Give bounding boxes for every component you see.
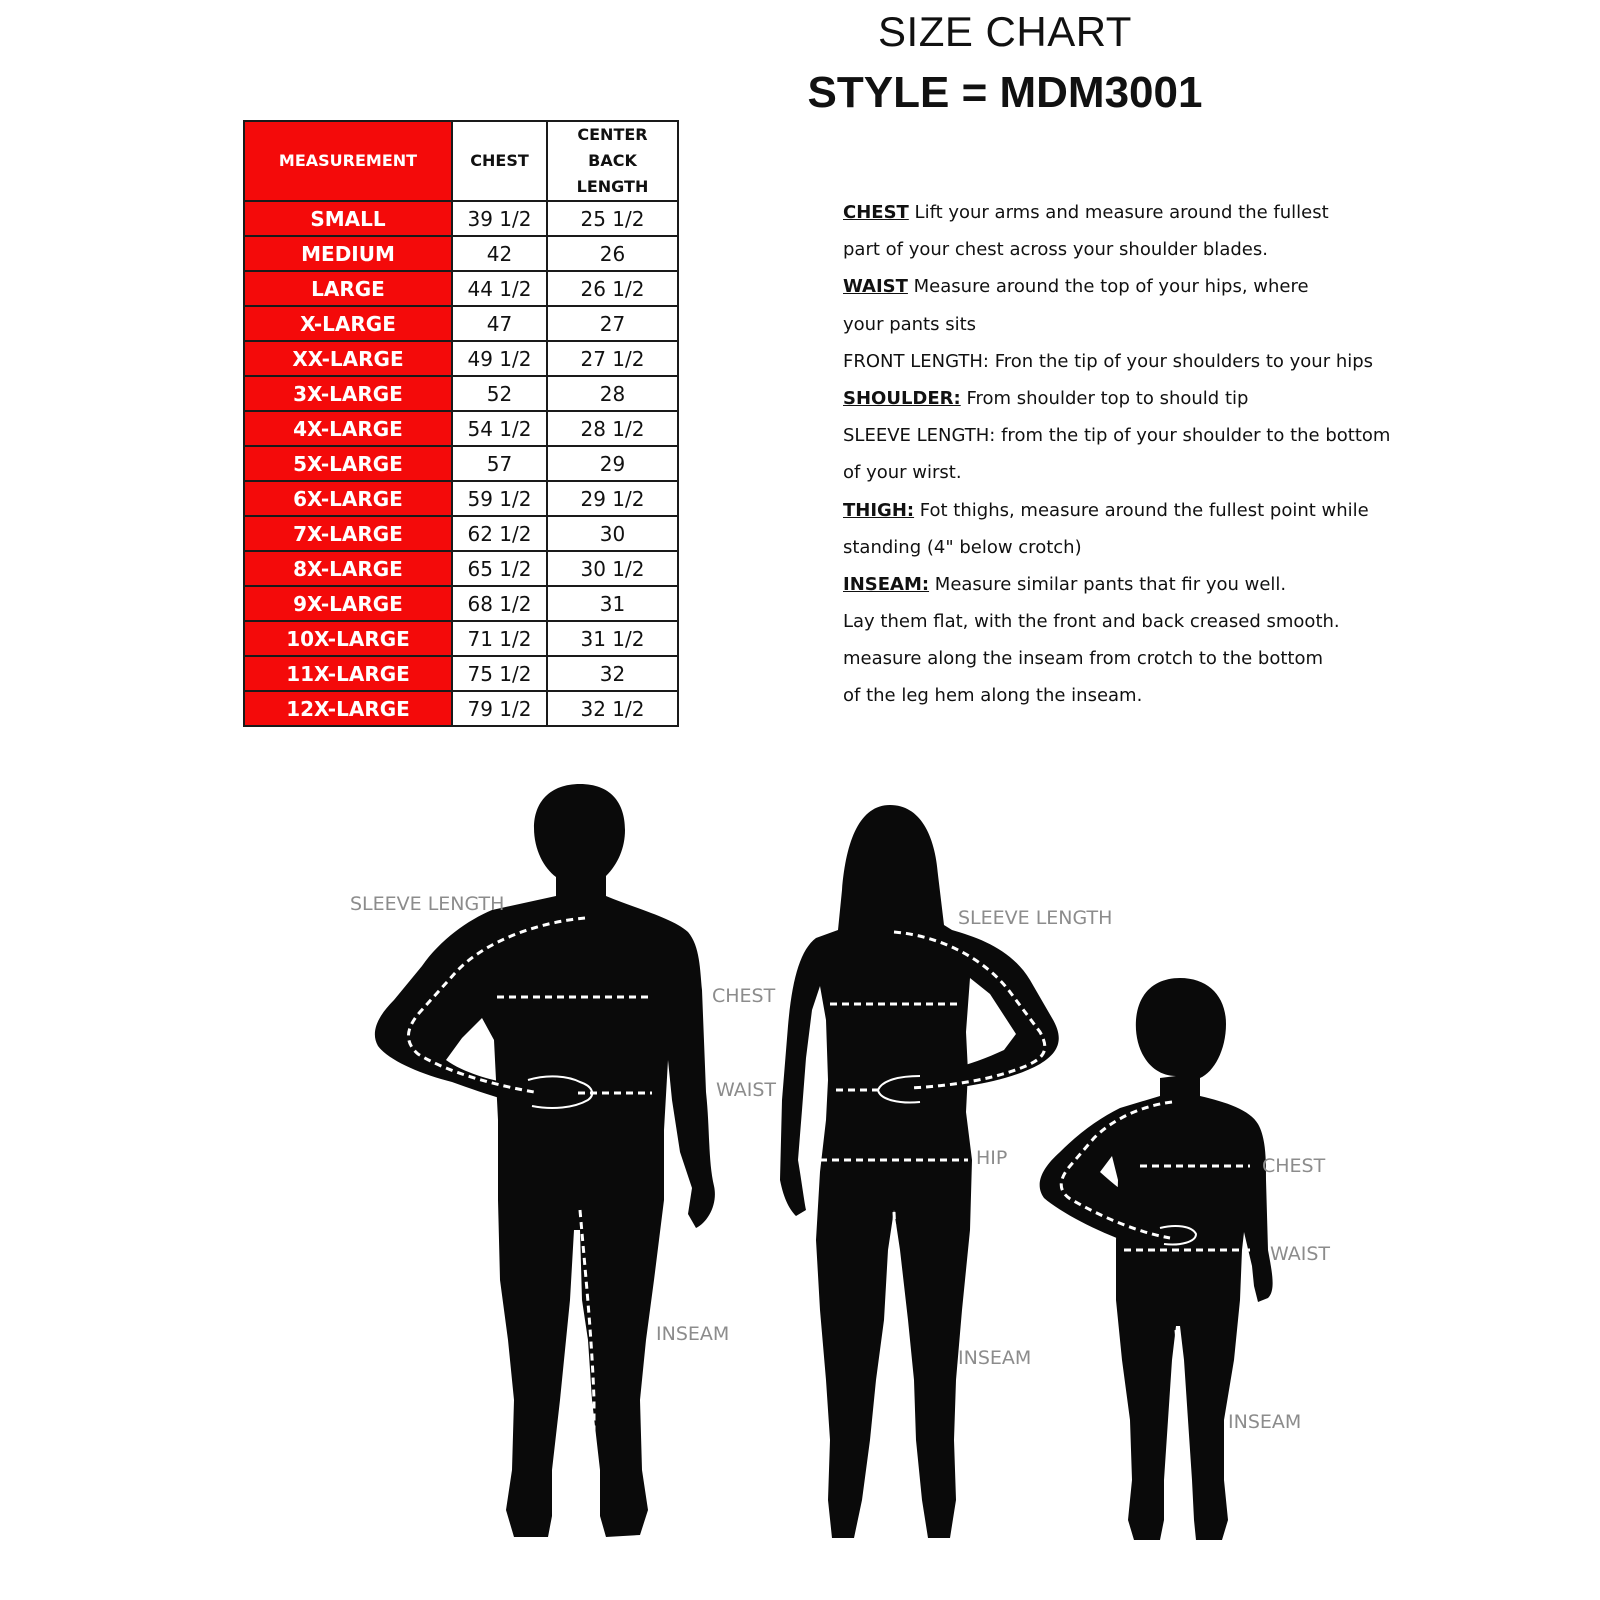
center-back-length-cell: 29 <box>547 446 678 481</box>
size-cell: 3X-LARGE <box>244 376 452 411</box>
chest-cell: 62 1/2 <box>452 516 547 551</box>
instruction-text: SLEEVE LENGTH: from the tip of your shoulder to the bottom <box>843 425 1391 447</box>
table-row <box>244 341 678 376</box>
instruction-text: Lay them flat, with the front and back creased smooth. <box>843 611 1340 633</box>
instruction-line <box>843 200 1583 237</box>
child-silhouette <box>1040 978 1273 1540</box>
instruction-text: FRONT LENGTH: Fron the tip of your shoulders to your hips <box>843 350 1374 372</box>
center-back-length-cell: 30 1/2 <box>547 551 678 586</box>
table-row <box>244 376 678 411</box>
center-back-length-cell: 27 <box>547 306 678 341</box>
size-cell: 8X-LARGE <box>244 551 452 586</box>
woman-hip-label: HIP <box>976 1147 1008 1169</box>
chest-cell: 71 1/2 <box>452 621 547 656</box>
size-cell: X-LARGE <box>244 306 452 341</box>
chest-cell: 57 <box>452 446 547 481</box>
center-back-length-cell: 28 1/2 <box>547 411 678 446</box>
chest-cell: 68 1/2 <box>452 586 547 621</box>
chest-cell: 39 1/2 <box>452 201 547 236</box>
instruction-term: WAIST <box>843 276 908 298</box>
instruction-line <box>843 460 1583 497</box>
instruction-line <box>843 646 1583 683</box>
instruction-text: standing (4" below crotch) <box>843 536 1082 558</box>
instruction-line <box>843 423 1583 460</box>
center-back-length-cell: 30 <box>547 516 678 551</box>
table-header-row <box>244 121 678 201</box>
instruction-term: CHEST <box>843 202 909 223</box>
center-back-length-cell: 26 <box>547 236 678 271</box>
table-row <box>244 586 678 621</box>
instruction-line <box>843 386 1583 423</box>
table-row <box>244 656 678 691</box>
page-title: SIZE CHART <box>878 8 1132 55</box>
child-inseam-label: INSEAM <box>1228 1411 1302 1433</box>
size-cell: 7X-LARGE <box>244 516 452 551</box>
table-row <box>244 621 678 656</box>
man-waist-label: WAIST <box>716 1079 777 1101</box>
table-row <box>244 236 678 271</box>
table-row <box>244 306 678 341</box>
instruction-term: SHOULDER: <box>843 387 961 409</box>
instruction-text: Measure similar pants that fir you well. <box>929 573 1287 595</box>
chest-cell: 52 <box>452 376 547 411</box>
center-back-length-cell: 29 1/2 <box>547 481 678 516</box>
table-row <box>244 201 678 236</box>
chest-cell: 75 1/2 <box>452 656 547 691</box>
center-back-length-cell: 26 1/2 <box>547 271 678 306</box>
instruction-term: INSEAM: <box>843 573 930 595</box>
table-row <box>244 481 678 516</box>
center-back-length-cell: 27 1/2 <box>547 341 678 376</box>
size-cell: XX-LARGE <box>244 341 452 376</box>
center-back-length-cell: 32 1/2 <box>547 691 678 726</box>
table-row <box>244 516 678 551</box>
size-cell: 12X-LARGE <box>244 691 452 726</box>
man-inseam-label: INSEAM <box>656 1323 730 1345</box>
center-back-length-cell: 31 1/2 <box>547 621 678 656</box>
center-back-length-cell: 31 <box>547 586 678 621</box>
instruction-line <box>843 609 1583 646</box>
chest-cell: 42 <box>452 236 547 271</box>
center-back-length-cell: 28 <box>547 376 678 411</box>
child-chest-label: CHEST <box>1262 1155 1326 1177</box>
instruction-text: of the leg hem along the inseam. <box>843 685 1143 707</box>
size-cell: MEDIUM <box>244 236 452 271</box>
man-sleeve-label: SLEEVE LENGTH <box>350 893 505 915</box>
instruction-text: Fot thighs, measure around the fullest point while <box>914 499 1369 521</box>
size-cell: LARGE <box>244 271 452 306</box>
man-chest-label: CHEST <box>712 985 776 1007</box>
column-header-center-back-length: CENTER BACK LENGTH <box>547 121 678 201</box>
instruction-text: Lift your arms and measure around the fullest <box>908 202 1329 223</box>
center-back-length-cell: 25 1/2 <box>547 201 678 236</box>
table-row <box>244 446 678 481</box>
child-waist-label: WAIST <box>1270 1243 1331 1265</box>
instruction-term: THIGH: <box>843 499 915 521</box>
size-cell: 6X-LARGE <box>244 481 452 516</box>
chest-cell: 47 <box>452 306 547 341</box>
chest-cell: 54 1/2 <box>452 411 547 446</box>
instruction-line <box>843 274 1583 311</box>
woman-sleeve-label: SLEEVE LENGTH <box>958 907 1113 929</box>
instruction-line <box>843 237 1583 274</box>
column-header-chest: CHEST <box>452 121 547 201</box>
table-row <box>244 691 678 726</box>
column-header-measurement: MEASUREMENT <box>244 121 452 201</box>
instruction-text: your pants sits <box>843 313 977 335</box>
instruction-text: measure along the inseam from crotch to the bottom <box>843 648 1323 670</box>
chest-cell: 59 1/2 <box>452 481 547 516</box>
instruction-text: From shoulder top to should tip <box>960 387 1249 409</box>
instruction-line <box>843 312 1583 349</box>
instruction-line <box>843 535 1583 572</box>
chest-cell: 44 1/2 <box>452 271 547 306</box>
size-cell: 4X-LARGE <box>244 411 452 446</box>
measuring-instructions <box>843 200 1583 721</box>
size-cell: 11X-LARGE <box>244 656 452 691</box>
center-back-length-cell: 32 <box>547 656 678 691</box>
size-table <box>243 120 679 727</box>
body-measurement-figures <box>0 780 1600 1600</box>
instruction-line <box>843 498 1583 535</box>
chest-cell: 65 1/2 <box>452 551 547 586</box>
chest-cell: 79 1/2 <box>452 691 547 726</box>
instruction-line <box>843 683 1583 720</box>
size-cell: 5X-LARGE <box>244 446 452 481</box>
table-row <box>244 271 678 306</box>
instruction-text: part of your chest across your shoulder blades. <box>843 239 1268 261</box>
size-cell: SMALL <box>244 201 452 236</box>
instruction-text: of your wirst. <box>843 462 962 484</box>
instruction-line <box>843 349 1583 386</box>
instruction-text: Measure around the top of your hips, where <box>907 276 1309 298</box>
instruction-line <box>843 572 1583 609</box>
style-code: STYLE = MDM3001 <box>807 68 1203 117</box>
size-cell: 10X-LARGE <box>244 621 452 656</box>
woman-inseam-label: INSEAM <box>958 1347 1032 1369</box>
size-cell: 9X-LARGE <box>244 586 452 621</box>
table-row <box>244 411 678 446</box>
table-row <box>244 551 678 586</box>
chest-cell: 49 1/2 <box>452 341 547 376</box>
table-body <box>244 201 678 726</box>
